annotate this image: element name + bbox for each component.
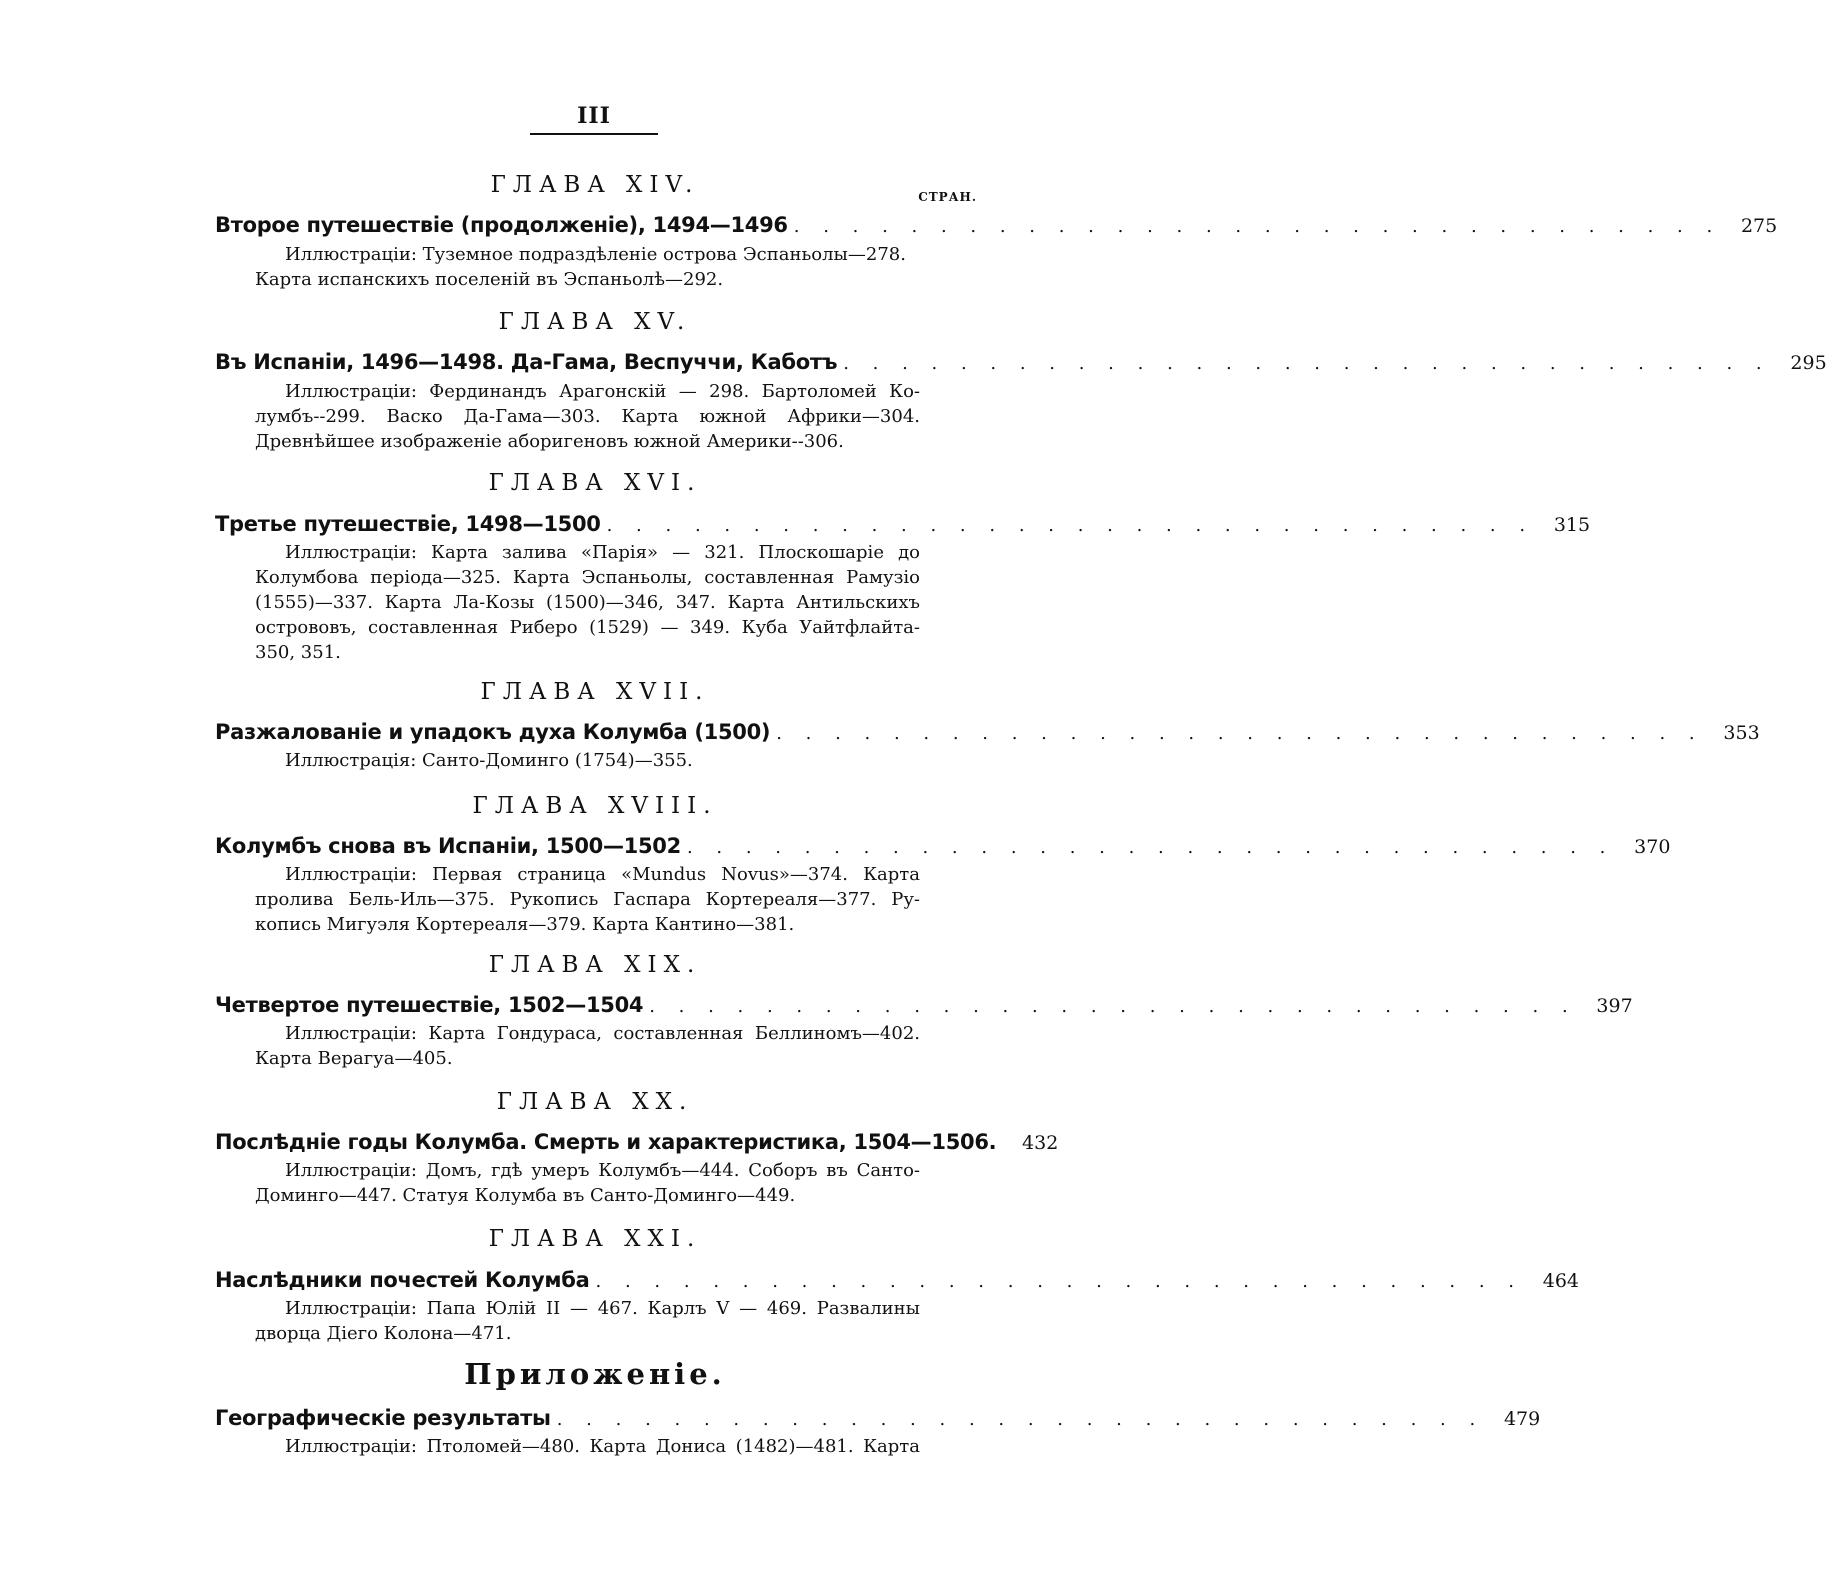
illustrations-line: лумбъ--299. Васко Да-Гама—303. Карта южной Африки—304.: [255, 406, 920, 427]
entry-page-number: 353: [1723, 722, 1760, 744]
illustrations-line: Иллюстраціи: Карта залива «Парія» — 321. Плоскошаріе до: [285, 542, 920, 563]
entry-page-number: 315: [1553, 514, 1591, 536]
chapter-heading: ГЛАВА XVIII.: [472, 793, 718, 819]
page-column-label: СТРАН.: [918, 190, 977, 204]
entry-title: Въ Испаніи, 1496—1498. Да-Гама, Веспуччи, Каботъ: [215, 350, 838, 374]
entry-title: Разжалованіе и упадокъ духа Колумба (1500): [215, 720, 771, 744]
dot-leader: . . . . . . . . . . . . . . . . . . . . . . . . . . . . . . . .: [595, 1271, 1524, 1292]
illustrations-note: [255, 1434, 920, 1459]
entry-page-number: 464: [1542, 1270, 1580, 1292]
illustrations-line: 350, 351.: [255, 642, 341, 663]
entry-page-number: 397: [1596, 995, 1633, 1017]
dot-leader: . . . . . . . . . . . . . . . . . . . . . . . . . . . . . . . .: [556, 1409, 1485, 1430]
toc-entry[interactable]: [215, 1268, 1580, 1298]
entry-title: Третье путешествіе, 1498—1500: [215, 512, 601, 536]
toc-entry[interactable]: [215, 720, 1760, 750]
page-number: III: [577, 103, 611, 129]
illustrations-line: Иллюстрація: Санто-Доминго (1754)—355.: [285, 750, 693, 771]
page-number-rule: [530, 133, 658, 135]
dot-leader: . . . . . . . . . . . . . . . . . . . . . . . . . . . . . . . .: [843, 353, 1771, 374]
illustrations-line: Доминго—447. Статуя Колумба въ Санто-Доминго—449.: [255, 1185, 796, 1206]
chapter-heading: ГЛАВА XV.: [498, 309, 692, 335]
illustrations-line: копись Мигуэля Кортереаля—379. Карта Кантино—381.: [255, 914, 795, 935]
illustrations-note: [255, 748, 920, 773]
illustrations-note: [255, 862, 920, 937]
toc-entry[interactable]: [215, 350, 1827, 380]
entry-title: Колумбъ снова въ Испаніи, 1500—1502: [215, 834, 681, 858]
toc-entry[interactable]: [215, 834, 1671, 864]
chapter-heading: ГЛАВА XVII.: [480, 679, 710, 705]
chapter-heading: ГЛАВА XX.: [496, 1089, 694, 1115]
entry-page-number: 432: [1022, 1132, 1059, 1154]
dot-leader: . . . . . . . . . . . . . . . . . . . . . . . . . . . . . . . .: [606, 515, 1535, 536]
illustrations-line: дворца Діего Колона—471.: [255, 1323, 512, 1344]
entry-title: Послѣдніе годы Колумба. Смерть и характеристика, 1504—1506.: [215, 1130, 997, 1154]
appendix-heading: Приложеніе.: [464, 1357, 726, 1391]
entry-title: Четвертое путешествіе, 1502—1504: [215, 993, 644, 1017]
illustrations-note: [255, 1021, 920, 1071]
chapter-heading: ГЛАВА XIX.: [488, 952, 702, 978]
illustrations-line: Иллюстраціи: Птоломей—480. Карта Донисa (1482)—481. Карта: [285, 1436, 920, 1457]
dot-leader: . . . . . . . . . . . . . . . . . . . . . . . . . . . . . . . .: [649, 996, 1577, 1017]
dot-leader: . . . . . . . . . . . . . . . . . . . . . . . . . . . . . . . .: [793, 216, 1722, 237]
illustrations-note: [255, 540, 920, 665]
illustrations-line: Иллюстраціи: Домъ, гдѣ умеръ Колумбъ—444. Соборъ въ Санто-: [285, 1160, 920, 1181]
entry-page-number: 295: [1790, 352, 1827, 374]
entry-title: Второе путешествіе (продолженіе), 1494—1496: [215, 213, 788, 237]
entry-title: Географическіе результаты: [215, 1406, 551, 1430]
illustrations-line: острововъ, составленная Риберо (1529) — 349. Куба Уайтфлайта-: [255, 617, 920, 638]
illustrations-line: Карта испанскихъ поселеній въ Эспаньолѣ—292.: [255, 269, 724, 290]
toc-entry[interactable]: [215, 512, 1591, 542]
entry-page-number: 275: [1740, 215, 1778, 237]
illustrations-line: Иллюстраціи: Папа Юлій II — 467. Карлъ V — 469. Развалины: [285, 1298, 920, 1319]
illustrations-line: Иллюстраціи: Первая страница «Mundus Novus»—374. Карта: [285, 864, 920, 885]
illustrations-note: [255, 1296, 920, 1346]
illustrations-line: Иллюстраціи: Туземное подраздѣленіе острова Эспаньолы—278.: [285, 244, 906, 265]
illustrations-note: [255, 1158, 920, 1208]
entry-page-number: 370: [1634, 836, 1671, 858]
illustrations-line: (1555)—337. Карта Ла-Козы (1500)—346, 347. Карта Антильскихъ: [255, 592, 920, 613]
illustrations-line: Карта Верагуа—405.: [255, 1048, 453, 1069]
illustrations-line: Иллюстраціи: Фердинандъ Арагонскій — 298. Бартоломей Ко-: [285, 381, 920, 402]
toc-entry[interactable]: [215, 213, 1778, 243]
dot-leader: . . . . . . . . . . . . . . . . . . . . . . . . . . . . . . . .: [686, 837, 1615, 858]
chapter-heading: ГЛАВА XIV.: [490, 172, 700, 198]
toc-entry[interactable]: [215, 1406, 1541, 1436]
entry-title: Наслѣдники почестей Колумба: [215, 1268, 590, 1292]
illustrations-line: Колумбова періода—325. Карта Эспаньолы, составленная Рамузіо: [255, 567, 920, 588]
toc-entry[interactable]: [215, 1130, 1059, 1160]
illustrations-note: [255, 379, 920, 454]
illustrations-line: пролива Бель-Иль—375. Рукопись Гаспара Кортереаля—377. Ру-: [255, 889, 920, 910]
chapter-heading: ГЛАВА XVI.: [488, 470, 702, 496]
toc-entry[interactable]: [215, 993, 1633, 1023]
chapter-heading: ГЛАВА XXI.: [488, 1226, 702, 1252]
entry-page-number: 479: [1503, 1408, 1541, 1430]
illustrations-line: Иллюстраціи: Карта Гондураса, составленная Беллиномъ—402.: [285, 1023, 920, 1044]
illustrations-line: Древнѣйшее изображеніе аборигеновъ южной Америки--306.: [255, 431, 844, 452]
illustrations-note: [255, 242, 920, 292]
dot-leader: . . . . . . . . . . . . . . . . . . . . . . . . . . . . . . . .: [776, 723, 1704, 744]
